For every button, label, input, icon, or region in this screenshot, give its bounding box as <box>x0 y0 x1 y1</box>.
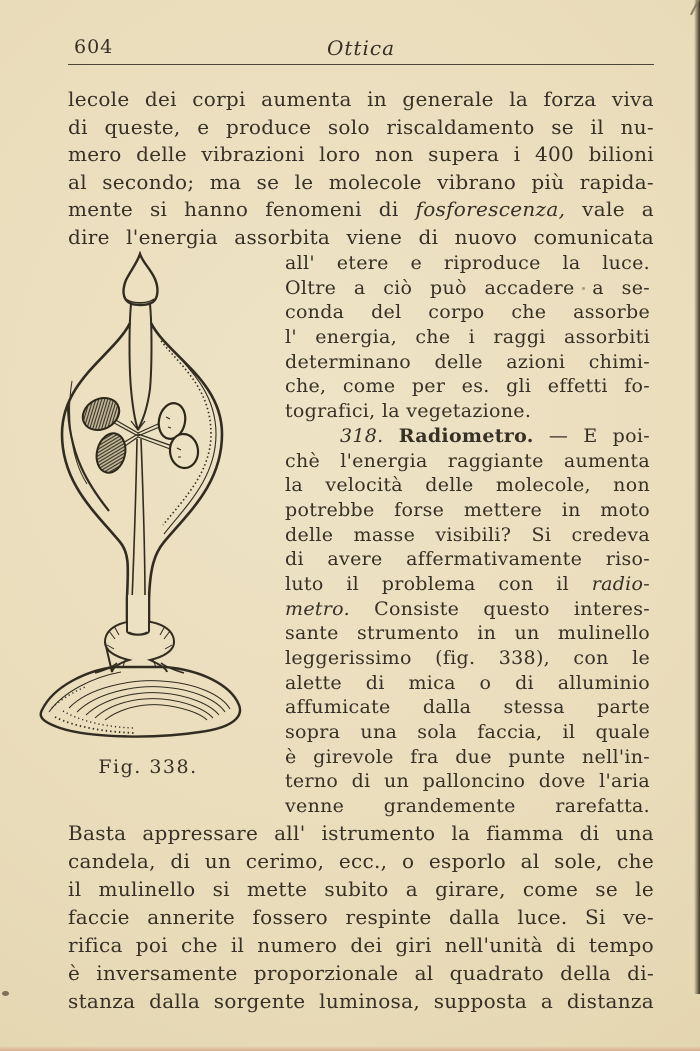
text-segment: sopra una sola faccia, il quale <box>285 721 650 744</box>
base-collar <box>105 595 174 672</box>
text-line <box>285 325 650 350</box>
text-segment: di queste, e produce solo riscaldamento se il nu- <box>68 114 654 139</box>
figure-block <box>35 251 285 819</box>
text-line <box>285 399 650 424</box>
page-header <box>68 26 654 65</box>
text-segment: metro. <box>285 597 350 620</box>
text-segment: fosforescenza, <box>415 197 566 221</box>
page-content <box>68 0 654 1015</box>
text-segment: conda del corpo che assorbe <box>285 301 650 324</box>
text-segment: è girevole fra due punte nell'in- <box>285 745 650 768</box>
text-line <box>285 424 650 449</box>
text-segment: — E poi- <box>533 424 650 447</box>
text-line <box>68 224 654 252</box>
text-segment: chè l'energia raggiante aumenta <box>285 449 650 472</box>
text-line <box>285 597 650 622</box>
text-segment: luto il problema con il <box>285 572 592 595</box>
figure-caption: Fig. 338. <box>98 756 198 778</box>
text-segment: è inversamente proporzionale al quadrato della di- <box>68 960 654 985</box>
text-line <box>285 473 650 498</box>
page-title: Ottica <box>327 36 395 60</box>
vane-bright-lower <box>168 433 199 470</box>
text-segment: dire l'energia assorbita viene di nuovo comunicata <box>68 224 654 249</box>
text-line <box>68 847 654 875</box>
text-segment: al secondo; ma se le molecole vibrano più rapida- <box>68 169 654 194</box>
text-segment: di avere affermativamente riso- <box>285 548 650 571</box>
text-line <box>68 114 654 142</box>
text-segment: Radiometro. <box>398 424 534 447</box>
text-line <box>68 819 654 847</box>
text-line <box>285 671 650 696</box>
text-segment: l' energia, che i raggi assorbiti <box>285 326 650 349</box>
text-segment: affumicate dalla stessa parte <box>285 696 650 719</box>
text-line <box>285 794 650 819</box>
text-segment <box>384 425 399 447</box>
text-segment: rifica poi che il numero dei giri nell'unità di tempo <box>68 932 654 957</box>
bulb-top-knob <box>124 254 158 305</box>
text-line <box>68 931 654 959</box>
text-segment: il mulinello si mette subito a girare, come se le <box>68 876 654 901</box>
column-paragraph <box>285 251 650 819</box>
text-segment: venne grandemente rarefatta. <box>285 795 650 818</box>
text-segment: alette di mica o di alluminio <box>285 671 650 694</box>
text-segment: determinano delle azioni chimi- <box>285 350 650 373</box>
text-segment: radio- <box>591 572 650 595</box>
text-line <box>285 745 650 770</box>
intro-paragraph <box>68 86 654 251</box>
figure-and-column-row <box>35 251 650 819</box>
text-line <box>285 646 650 671</box>
text-line <box>68 169 654 197</box>
text-line <box>285 251 650 276</box>
text-segment: potrebbe forse mettere in moto <box>285 498 650 521</box>
text-line <box>68 987 654 1015</box>
text-line <box>68 959 654 987</box>
vane-dark-upper <box>77 392 125 436</box>
text-segment: che, come per es. gli effetti fo- <box>285 375 650 398</box>
text-segment: leggerissimo (fig. 338), con le <box>285 647 650 669</box>
page-number: 604 <box>74 36 114 58</box>
text-segment: la velocità delle molecole, non <box>285 474 650 497</box>
text-segment: delle masse visibili? Si credeva <box>285 523 650 546</box>
text-segment: tografici, la vegetazione. <box>285 400 532 423</box>
text-line <box>285 498 650 523</box>
text-line <box>68 196 654 224</box>
text-segment: Consiste questo interes- <box>349 597 650 620</box>
text-line <box>68 86 654 114</box>
scan-edge-bottom <box>0 1046 700 1051</box>
scan-speck <box>2 991 9 996</box>
text-line <box>68 875 654 903</box>
lower-pivot-needle <box>132 439 145 619</box>
text-line <box>68 141 654 169</box>
text-line <box>285 300 650 325</box>
text-segment: candela, di un cerimo, ecc., o esporlo al sole, che <box>68 848 654 873</box>
text-segment: mero delle vibrazioni loro non supera i 400 bilioni <box>68 142 654 166</box>
text-line <box>285 374 650 399</box>
text-segment: Oltre a ciò può accadere a se- <box>285 276 650 299</box>
radiometer-figure <box>35 251 275 751</box>
text-line <box>285 621 650 646</box>
scan-edge-right <box>694 0 700 994</box>
text-line <box>285 720 650 745</box>
text-segment: mente si hanno fenomeni di <box>68 197 416 221</box>
text-line <box>285 350 650 375</box>
text-segment: stanza dalla sorgente luminosa, supposta a distanza <box>68 988 654 1013</box>
text-line <box>285 547 650 572</box>
inner-stem <box>130 304 152 430</box>
text-segment: sante strumento in un mulinello <box>285 622 650 645</box>
text-line <box>285 276 650 301</box>
text-segment: Basta appressare all' istrumento la fiamma di una <box>68 820 654 845</box>
text-segment: 318. <box>340 424 384 447</box>
text-segment: faccie annerite fossero respinte dalla luce. Si ve- <box>68 904 654 929</box>
text-segment: lecole dei corpi aumenta in generale la forza viva <box>68 87 654 111</box>
text-segment: vale a <box>565 197 654 221</box>
text-line <box>285 769 650 794</box>
text-segment: terno di un palloncino dove l'aria <box>285 770 650 793</box>
bottom-paragraph <box>68 819 654 1015</box>
text-line <box>68 903 654 931</box>
text-line <box>285 572 650 597</box>
text-line <box>285 449 650 474</box>
wooden-base <box>41 663 240 737</box>
text-line <box>285 523 650 548</box>
scan-speck <box>582 287 585 290</box>
text-segment: all' etere e riproduce la luce. <box>285 252 650 274</box>
vane-dark-lower <box>93 430 130 476</box>
text-line <box>285 695 650 720</box>
